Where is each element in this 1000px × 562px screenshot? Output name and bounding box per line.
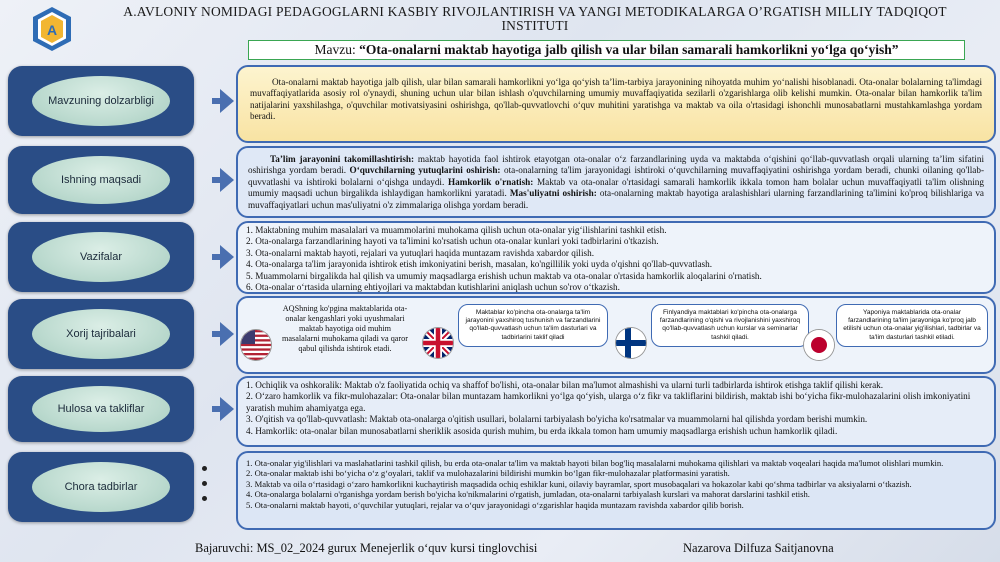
footer-author: Bajaruvchi: MS_02_2024 gurux Menejerlik o‘quv kursi tinglovchisi <box>195 541 538 555</box>
conclusion-item: 2. O‘zaro hamkorlik va fikr-mulohazalar: Ota-onalar bilan muntazam hamkorlikni yo‘lga qo‘yish, ularga o‘z fikr va takliflarini bildirish, maktab ishi bo‘yicha fikr-mulohazalarini olish imkoniyatini yaratish muhim ahamiyatga ega. <box>246 391 971 413</box>
relevance-box <box>236 65 996 143</box>
foreign-text-usa: AQShning ko'pgina maktablarida ota-onalar kengashlari yoki uyushmalari maktab hayotiga oid muhim masalalarni muhokama qiladi va qaror qabul qilishda ishtirok etadi. <box>282 304 408 353</box>
measure-item: 3. Maktab va oila o‘rtasidagi o‘zaro hamkorlikni kuchaytirish maqsadida ochiq eshiklar kuni, oilaviy bayramlar, sport musobaqalari va hokazolar kabi qo‘shma tadbirlar va aksiyalarni o‘tkazish. <box>246 478 912 489</box>
svg-text:A: A <box>46 22 58 38</box>
topic-title <box>248 40 965 60</box>
goal-heading-3: Hamkorlik o'rnatish: <box>447 176 534 187</box>
section-label: Chora tadbirlar <box>32 462 170 512</box>
conclusion-item: 4. Hamkorlik: ota-onalar bilan munosabatlarni sheriklik asosida qurish muhim, bu erda ikkala tomon ham umumiy maqsadlarga erishish uchun hamkorlik qiladi. <box>246 425 838 436</box>
arrow-right-icon <box>220 245 234 269</box>
section-pill-relevance <box>8 66 194 136</box>
goal-text <box>248 154 984 211</box>
goal-text-1: maktab hayotida faol ishtirok etayotgan ota-onalar o‘z farzandlarining uyda va maktabda o‘qishini qo‘llab-quvvatlash orqali ularning ta’lim sifatini oshirishga yordam beradi. <box>248 154 984 176</box>
bullet-dot <box>202 496 207 501</box>
foreign-text-uk: Maktablar ko'pincha ota-onalarga ta'lim jarayonini yaxshiroq tushunish va farzandlarini qo'llab-quvvatlash uchun ta'lim dasturlari va tadbirlarini taklif qiladi <box>458 304 608 347</box>
institute-title: A.AVLONIY NOMIDAGI PEDAGOGLARNI KASBIY RIVOJLANTIRISH VA YANGI METODIKALARGA O’RGATISH MILLIY TADQIQOT INSTITUTI <box>123 4 947 33</box>
section-pill-measures <box>8 452 194 522</box>
section-label: Hulosa va takliflar <box>32 386 170 432</box>
foreign-text-finland: Finlyandiya maktablari ko'pincha ota-onalarga farzandlarining o'qishi va rivojlanishini yaxshiroq qo'llab-quvvatlash uchun kurslar va seminarlar tashkil qiladi. <box>651 304 809 347</box>
arrow-right-icon <box>220 322 234 346</box>
uk-flag-icon <box>423 328 453 358</box>
section-label: Ishning maqsadi <box>32 156 170 204</box>
section-pill-goal <box>8 146 194 214</box>
tasks-box <box>236 221 996 294</box>
finland-flag-icon <box>616 328 646 358</box>
goal-text-3: Maktab va ota-onalar o'rtasidagi samarali hamkorlik ikkala tomon ham bolalar uchun muvaffaqiyatli ta'lim olishning umumiy maqsadi uchun birgalikda ishlaydigan hamkorlikni yaratadi. <box>248 176 984 199</box>
goal-text-2: ota-onalarning ta'lim jarayonidagi ishtiroki o‘quvchilarning muvaffaqiyatini oshirishga yordam beradi, chunki oilaning qo'llab-quvvatlashi va ishtiroki bolalarni o‘qishga undaydi. <box>248 165 985 187</box>
measure-item: 1. Ota-onalar yig'ilishlari va maslahatlarini tashkil qilish, bu erda ota-onalar ta'lim va maktab hayoti bilan bog'liq masalalarni muhokama qilishlari va maktab voqealari haqida ma'lumot olishlari mumkin. <box>246 458 944 468</box>
topic-prefix: Mavzu: <box>314 42 360 57</box>
task-item: 1. Maktabning muhim masalalari va muammolarini muhokama qilish uchun ota-onalar yig‘ilishlarini tashkil etish. <box>246 225 667 235</box>
goal-text-4: ota-onalarning maktab hayotiga aralashishlari ularning farzandlarining ta'limini ko'proq bilishlariga va muvaffaqiyatlari uchun mas'uliyatni o'z zimmalariga olishga yordam beradi. <box>248 188 984 210</box>
arrow-right-icon <box>220 89 234 113</box>
goal-box <box>236 146 996 218</box>
goal-heading-1: Ta’lim jarayonini takomillashtirish: <box>270 154 415 164</box>
task-item: 3. Ota-onalarni maktab hayoti, rejalari va yutuqlari haqida muntazam ravishda xabardor qilish. <box>246 247 594 258</box>
task-item: 2. Ota-onalarga farzandlarining hayoti va ta'limini ko'rsatish uchun ota-onalar kunlari yoki tadbirlarini o'tkazish. <box>246 236 659 247</box>
measure-item: 5. Ota-onalarni maktab hayoti, o‘quvchilar yutuqlari, rejalar va o‘quv jarayonidagi o‘zgarishlar haqida muntazam ravishda xabardor qilib borish. <box>246 499 744 510</box>
bullet-dot <box>202 466 207 471</box>
section-label: Xorij tajribalari <box>32 309 170 359</box>
topic-text: “Ota-onalarni maktab hayotiga jalb qilish va ular bilan samarali hamkorlikni yo‘lga qo‘yish” <box>359 42 899 57</box>
goal-heading-4: Mas'uliyatni oshirish: <box>509 188 597 199</box>
arrow-right-icon <box>220 397 234 421</box>
section-label: Mavzuning dolzarbligi <box>32 76 170 126</box>
conclusion-item: 1. Ochiqlik va oshkoralik: Maktab o'z faoliyatida ochiq va shaffof bo'lishi, ota-onalar bilan ma'lumot almashishi va ularni turli tadbirlarda ishtirok etishga taklif qilishi kerak. <box>246 380 884 390</box>
footer-name: Nazarova Dilfuza Saitjanovna <box>683 541 834 555</box>
section-pill-tasks <box>8 222 194 292</box>
foreign-text-japan: Yaponiya maktablarida ota-onalar farzandlarining ta'lim jarayoniga ko'proq jalb etilishi uchun ota-onalar yig'ilishlari, tadbirlar va ta'lim dasturlari tashkil etiladi. <box>836 304 988 347</box>
task-item: 5. Muammolarni birgalikda hal qilish va umumiy maqsadlarga erishish uchun maktab va ota-onalar o'rtasida hamkorlik aloqalarini o'rnatish. <box>246 270 762 281</box>
goal-heading-2: O‘quvchilarning yutuqlarini oshirish: <box>349 165 501 176</box>
conclusion-item: 3. O'qitish va qo'llab-quvvatlash: Maktab ota-onalarga o'qitish usullari, bolalarni tarbiyalash bo'yicha ko'rsatmalar va muammolarni hal qilishda yordam berishi mumkin. <box>246 414 868 425</box>
foreign-box <box>236 296 996 374</box>
measure-item: 4. Ota-onalarga bolalarni o'rganishga yordam berish bo'yicha ko'nikmalarini o'rgatish, jumladan, ota-onalarni tarbiyalash kurslari va mahorat darslarini tashkil etish. <box>246 489 810 500</box>
section-pill-foreign <box>8 299 194 369</box>
institute-logo <box>32 6 72 52</box>
relevance-text: Ota-onalarni maktab hayotiga jalb qilish, ular bilan samarali hamkorlikni yo‘lga qo‘yish ta’lim-tarbiya jarayonining nihoyatda muhim yo‘nalishi hisoblanadi. Ota-onalar bolalarning ta'limdagi muvaffaqiyatlarida asosiy rol o'ynaydi, shuning uchun ular bilan ishlash o'quvchilarning umumiy muvaffaqiyatida sezilarli o'zgarishlarga olib kelishi mumkin. Ota-onalar bilan hamkorlik ta'lim natijalarini yaxshilashga, o'quvchilar motivatsiyasini oshirishga, qo'llab-quvvatlovchi o‘quv muhitini yaratishga va maktab va oila o'rtasidagi ishonchli munosabatlarni mustahkamlashga yordam beradi. <box>250 77 982 122</box>
task-item: 4. Ota-onalarga ta'lim jarayonida ishtirok etish imkoniyatini berish, masalan, ko'ngillilik yoki uyda o'qishni qo'llab-quvvatlash. <box>246 259 713 270</box>
measure-item: 2. Ota-onalar maktab ishi bo‘yicha o‘z g‘oyalari, taklif va mulohazalarini bildirishi mumkin bo‘lgan fikr-mulohazalar platformasini yaratish. <box>246 468 730 479</box>
section-label: Vazifalar <box>32 232 170 282</box>
task-item: 6. Ota-onalar o‘rtasida ularning ehtiyojlari va maktabdan kutishlarini aniqlash uchun so'rov o‘tkazish. <box>246 282 620 293</box>
measures-box <box>236 451 996 530</box>
japan-flag-icon <box>804 330 834 360</box>
usa-flag-icon <box>241 330 271 360</box>
section-pill-conclusions <box>8 376 194 442</box>
conclusions-box <box>236 376 996 447</box>
arrow-right-icon <box>220 168 234 192</box>
bullet-dot <box>202 481 207 486</box>
